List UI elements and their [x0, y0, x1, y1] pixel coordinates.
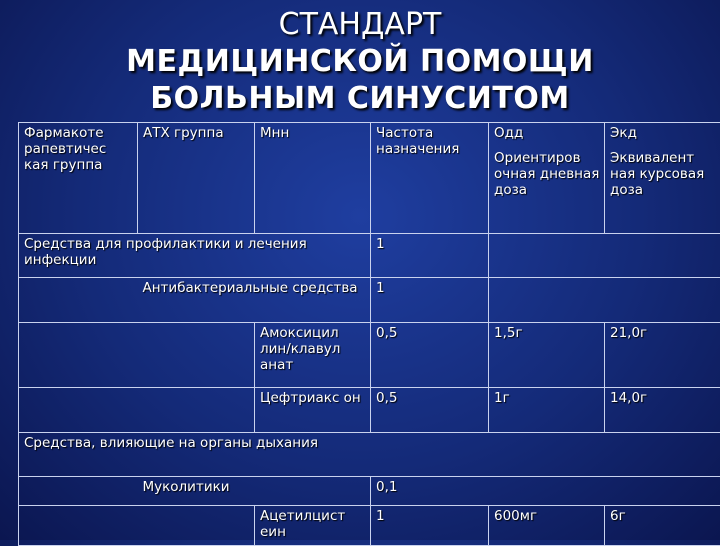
header-ekd-label: Экд [610, 125, 637, 141]
course-dose-cell: 14,0г [605, 388, 720, 433]
frequency-cell: 1 [371, 278, 489, 323]
course-dose-cell: 6г [605, 506, 720, 546]
header-odd-label: Одд [494, 125, 523, 141]
daily-dose-cell [489, 234, 605, 278]
mnn-cell: Ацетилцист еин [255, 506, 371, 546]
table-row [19, 388, 720, 433]
daily-dose-cell: 600мг [489, 506, 605, 546]
frequency-cell: 1 [371, 506, 489, 546]
daily-dose-cell [489, 433, 605, 477]
table-row [19, 234, 720, 278]
atx-group-cell: Антибактериальные средства [138, 278, 371, 323]
atx-group-cell: Муколитики [138, 477, 371, 506]
course-dose-cell: 21,0г [605, 323, 720, 388]
course-dose-cell [605, 433, 720, 477]
table-row [19, 477, 720, 506]
standard-table [18, 122, 720, 546]
header-ekd [605, 123, 720, 234]
header-mnn: Мнн [255, 123, 371, 234]
frequency-cell: 0,5 [371, 323, 489, 388]
header-daily-dose: Ориентиров очная дневная доза [494, 150, 600, 198]
header-odd [489, 123, 605, 234]
header-row [19, 123, 720, 234]
frequency-cell: 0,1 [371, 477, 489, 506]
title-line-3: БОЛЬНЫМ СИНУСИТОМ [0, 80, 720, 117]
slide-title [0, 6, 720, 117]
empty-cell [19, 388, 255, 433]
header-frequency: Частота назначения [371, 123, 489, 234]
daily-dose-cell [489, 278, 605, 323]
group-cell: Средства, влияющие на органы дыхания [19, 433, 371, 477]
daily-dose-cell [489, 477, 605, 506]
empty-cell [19, 323, 255, 388]
course-dose-cell [605, 477, 720, 506]
daily-dose-cell: 1г [489, 388, 605, 433]
table-row [19, 433, 720, 477]
title-line-2: МЕДИЦИНСКОЙ ПОМОЩИ [0, 43, 720, 80]
mnn-cell: Амоксицил лин/клавул анат [255, 323, 371, 388]
title-line-1: СТАНДАРТ [0, 6, 720, 43]
table-row [19, 278, 720, 323]
mnn-cell: Цефтриакс он [255, 388, 371, 433]
header-pharm-group: Фармакоте рапевтичес кая группа [19, 123, 138, 234]
pharm-group-cell [19, 278, 138, 323]
pharm-group-cell [19, 477, 138, 506]
header-course-dose: Эквивалент ная курсовая доза [610, 150, 716, 198]
course-dose-cell [605, 234, 720, 278]
table-row [19, 323, 720, 388]
frequency-cell: 0,5 [371, 388, 489, 433]
frequency-cell: 1 [371, 234, 489, 278]
header-atx-group: АТХ группа [138, 123, 255, 234]
daily-dose-cell: 1,5г [489, 323, 605, 388]
group-cell: Средства для профилактики и лечения инфекции [19, 234, 371, 278]
course-dose-cell [605, 278, 720, 323]
frequency-cell [371, 433, 489, 477]
